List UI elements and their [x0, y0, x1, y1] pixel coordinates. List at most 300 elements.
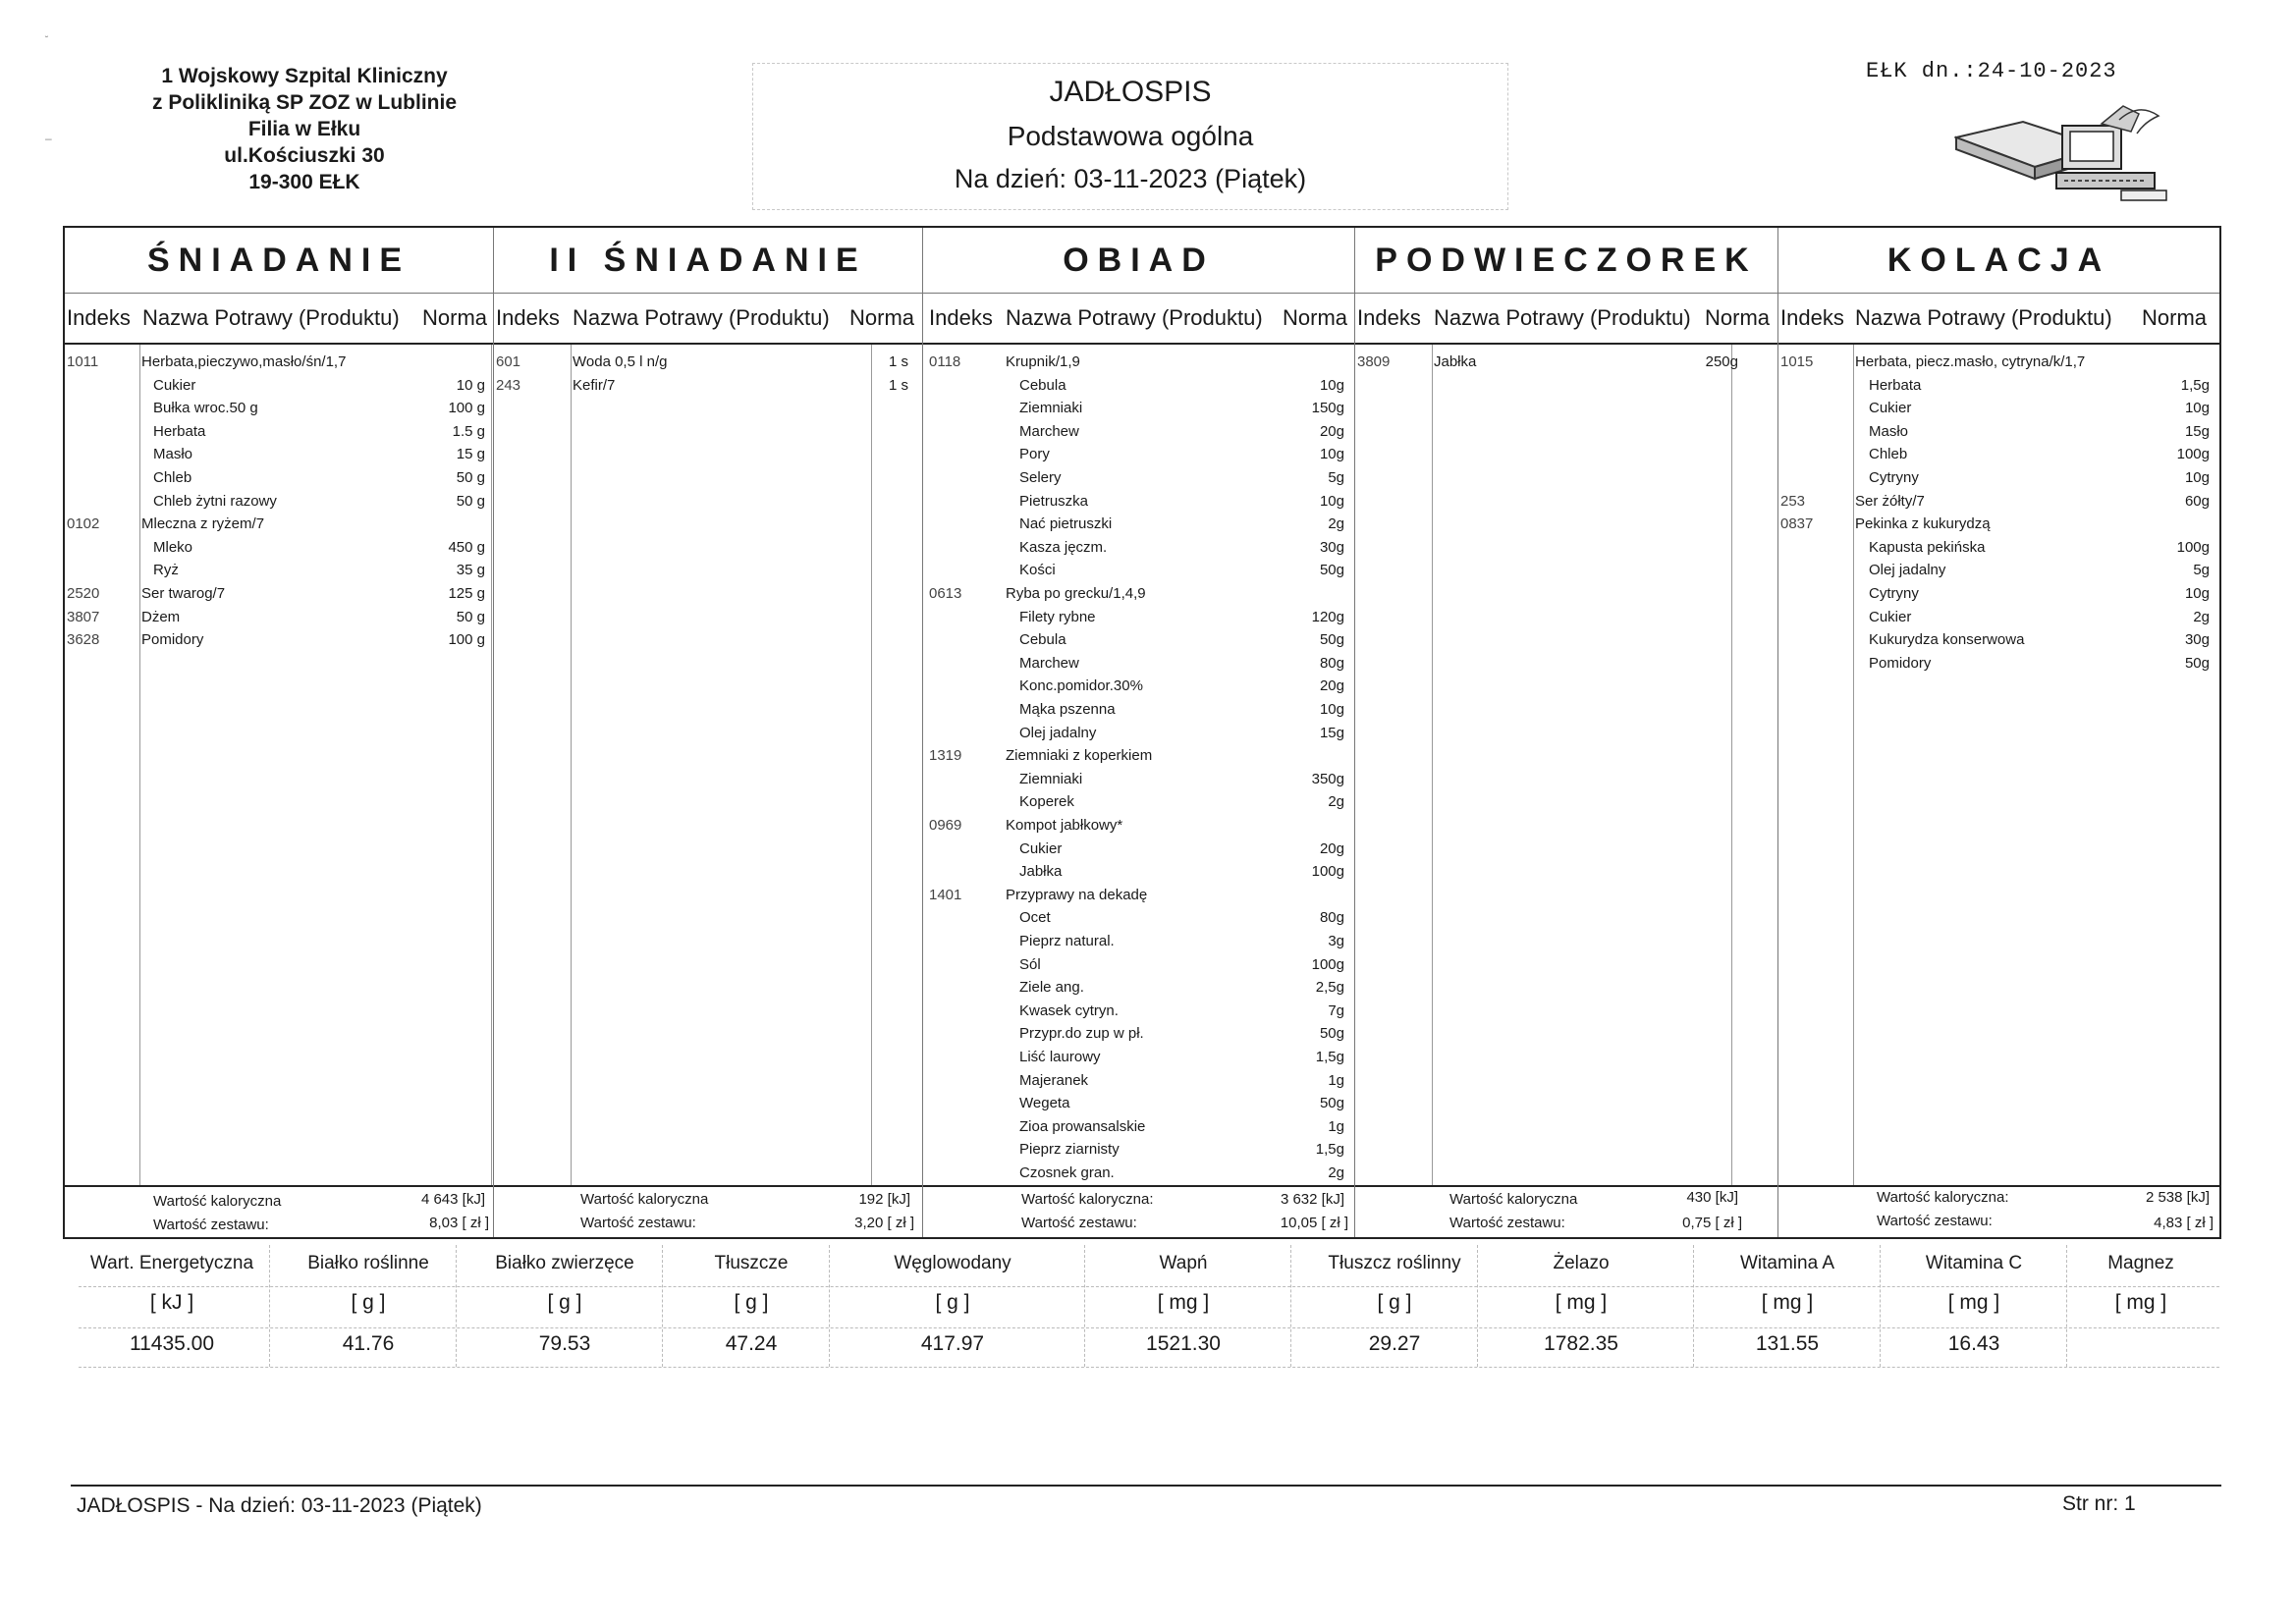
item-name: Nać pietruszki [1019, 515, 1113, 533]
item-name: Majeranek [1019, 1071, 1089, 1089]
item-name: Chleb [153, 469, 192, 486]
nutrient-unit: [ mg ] [1947, 1291, 2000, 1314]
item-index: 601 [496, 353, 521, 370]
column-header [494, 294, 922, 345]
item-name: Ser żółty/7 [1855, 492, 1925, 510]
kcal-label: Wartość kaloryczna: [1021, 1191, 1154, 1208]
ingredient-row [1778, 606, 2219, 629]
item-name: Ziemniaki [1019, 400, 1083, 417]
item-name: Cytryny [1869, 585, 1919, 602]
meal-title: KOLACJA [1778, 228, 2219, 294]
item-norm: 100g [1311, 955, 1344, 973]
hospital-address [118, 63, 491, 195]
nutrient-unit: [ g ] [1377, 1291, 1412, 1314]
ingredient-row [65, 466, 493, 490]
ingredient-row [923, 606, 1354, 629]
dish-row [65, 606, 493, 629]
nutrient-label: Węglowodany [894, 1253, 1011, 1273]
item-norm: 2g [2193, 608, 2210, 625]
item-norm: 1,5g [1315, 1141, 1344, 1159]
meal-column-afternoon-snack [1355, 228, 1778, 1237]
kcal-value: 430 [kJ] [1686, 1189, 1738, 1206]
nutrient-column [668, 1245, 835, 1373]
header-index: Indeks [496, 305, 560, 330]
item-name: Ziemniaki z koperkiem [1006, 747, 1153, 765]
item-name: Chleb [1869, 446, 1908, 463]
item-norm: 50 g [456, 608, 485, 625]
column-header [65, 294, 493, 345]
item-norm: 80g [1319, 654, 1344, 672]
ingredient-row [65, 536, 493, 560]
item-name: Cukier [153, 376, 196, 394]
ingredient-row [923, 1092, 1354, 1115]
item-name: Ser twarog/7 [141, 585, 226, 602]
column-separator [662, 1245, 663, 1367]
ingredient-row [923, 675, 1354, 698]
item-name: Przypr.do zup w pł. [1019, 1025, 1144, 1043]
column-separator [1290, 1245, 1291, 1367]
item-name: Mleczna z ryżem/7 [141, 515, 265, 533]
ingredient-row [923, 976, 1354, 1000]
item-name: Masło [1869, 422, 1909, 440]
item-name: Herbata, piecz.masło, cytryna/k/1,7 [1855, 353, 2086, 370]
ingredient-row [923, 1162, 1354, 1185]
nutrient-value: 79.53 [538, 1332, 591, 1355]
item-norm: 100g [2176, 538, 2210, 556]
nutrient-value [2072, 1324, 2210, 1365]
ingredient-row [1778, 628, 2219, 652]
item-norm: 2g [1328, 1164, 1344, 1181]
nutrient-column [1886, 1245, 2062, 1373]
item-name: Ziele ang. [1019, 979, 1084, 997]
ingredient-row [923, 559, 1354, 582]
footer-divider [71, 1485, 2221, 1487]
meal-column-lunch [923, 228, 1355, 1237]
item-norm: 100 g [448, 631, 485, 649]
meal-items [1355, 345, 1777, 1187]
meal-column-second-breakfast [494, 228, 923, 1237]
item-name: Pieprz ziarnisty [1019, 1141, 1120, 1159]
item-norm: 15g [1319, 724, 1344, 741]
item-norm: 3g [1328, 933, 1344, 949]
item-norm: 10 g [456, 376, 485, 394]
kcal-label: Wartość kaloryczna [580, 1191, 709, 1208]
meal-items [65, 345, 493, 1187]
item-norm: 10g [2184, 469, 2210, 486]
dish-row [1355, 351, 1777, 374]
item-name: Herbata [1869, 376, 1922, 394]
ingredient-row [923, 698, 1354, 722]
item-name: Filety rybne [1019, 608, 1096, 625]
header-norm: Norma [1705, 305, 1771, 330]
item-norm: 100g [2176, 446, 2210, 463]
cost-value: 4,83 [ zł ] [2154, 1215, 2214, 1231]
item-name: Herbata,pieczywo,masło/śn/1,7 [141, 353, 347, 370]
meal-title: OBIAD [923, 228, 1354, 294]
dish-row [65, 351, 493, 374]
item-index: 1011 [67, 353, 99, 370]
item-index: 0969 [929, 817, 962, 834]
item-norm: 10g [2184, 585, 2210, 602]
item-norm: 7g [1328, 1001, 1344, 1019]
dish-row [1778, 513, 2219, 536]
ingredient-row [1778, 466, 2219, 490]
nutrient-label: Witamina C [1925, 1253, 2023, 1273]
kcal-value: 192 [kJ] [858, 1191, 910, 1208]
dish-row [923, 814, 1354, 838]
item-name: Kapusta pekińska [1869, 538, 1986, 556]
ingredient-row [923, 420, 1354, 444]
ingredient-row [1778, 652, 2219, 676]
nutrient-column [1699, 1245, 1876, 1373]
item-norm: 2,5g [1315, 979, 1344, 997]
item-index: 0102 [67, 515, 100, 533]
print-date: EŁK dn.:24-10-2023 [1866, 59, 2117, 83]
item-index: 0118 [929, 353, 961, 370]
nutrient-unit: [ mg ] [1555, 1291, 1608, 1314]
ingredient-row [923, 628, 1354, 652]
ingredient-row [923, 490, 1354, 514]
meal-items [923, 345, 1354, 1187]
meal-summary [1778, 1187, 2219, 1242]
item-norm: 10g [2184, 400, 2210, 417]
meal-summary [65, 1187, 493, 1242]
hospital-line: z Polikliniką SP ZOZ w Lublinie [152, 91, 457, 114]
nutrition-summary [79, 1245, 2219, 1373]
nutrient-label: Tłuszcz roślinny [1328, 1253, 1461, 1273]
scan-mark: ˘ [45, 35, 49, 46]
meal-title: ŚNIADANIE [65, 228, 493, 294]
ingredient-row [1778, 374, 2219, 398]
kcal-value: 2 538 [kJ] [2145, 1189, 2210, 1206]
nutrient-unit: [ g ] [935, 1291, 970, 1314]
nutrient-label: Wart. Energetyczna [89, 1253, 254, 1273]
kcal-label: Wartość kaloryczna [1449, 1191, 1578, 1208]
nutrient-unit: [ mg ] [1761, 1291, 1814, 1314]
cost-label: Wartość zestawu: [153, 1217, 269, 1233]
page-number: Str nr: 1 [2062, 1492, 2136, 1515]
item-index: 253 [1780, 492, 1806, 510]
ingredient-row [923, 953, 1354, 977]
kcal-label: Wartość kaloryczna: [1877, 1189, 2009, 1206]
page-title: JADŁOSPIS [1049, 76, 1212, 108]
item-norm: 50g [1319, 562, 1344, 579]
ingredient-row [65, 490, 493, 514]
item-norm: 120g [1311, 608, 1344, 625]
item-name: Sól [1019, 955, 1041, 973]
item-norm: 1 s [888, 353, 908, 370]
item-norm: 15 g [456, 446, 485, 463]
dish-row [65, 513, 493, 536]
nutrient-value: 1521.30 [1146, 1332, 1221, 1355]
column-separator [1880, 1245, 1881, 1367]
cost-label: Wartość zestawu: [1449, 1215, 1565, 1231]
item-norm: 50g [1319, 1095, 1344, 1112]
ingredient-row [923, 790, 1354, 814]
ingredient-row [923, 1115, 1354, 1139]
item-name: Zioa prowansalskie [1019, 1117, 1146, 1135]
column-separator [571, 345, 572, 1185]
nutrient-column [2072, 1245, 2210, 1373]
column-header [1778, 294, 2219, 345]
item-name: Kasza jęczm. [1019, 538, 1108, 556]
nutrient-unit: [ mg ] [2114, 1291, 2167, 1314]
meal-items [1778, 345, 2219, 1187]
ingredient-row [65, 397, 493, 420]
item-norm: 50g [1319, 1025, 1344, 1043]
meal-items [494, 345, 922, 1187]
item-norm: 20g [1319, 677, 1344, 695]
hospital-line: 1 Wojskowy Szpital Kliniczny [161, 65, 448, 87]
nutrient-label: Witamina A [1739, 1253, 1835, 1273]
ingredient-row [923, 397, 1354, 420]
cost-label: Wartość zestawu: [580, 1215, 696, 1231]
dish-row [1778, 490, 2219, 514]
item-name: Czosnek gran. [1019, 1164, 1115, 1181]
dish-row [923, 351, 1354, 374]
nutrient-label: Białko zwierzęce [495, 1253, 634, 1273]
nutrient-label: Żelazo [1553, 1253, 1610, 1273]
dish-row [1778, 351, 2219, 374]
ingredient-row [65, 374, 493, 398]
meal-summary [1355, 1187, 1777, 1242]
ingredient-row [923, 536, 1354, 560]
header-index: Indeks [1357, 305, 1421, 330]
dish-row [494, 374, 922, 398]
item-norm: 80g [1319, 909, 1344, 927]
footer-title: JADŁOSPIS - Na dzień: 03-11-2023 (Piątek) [77, 1494, 482, 1517]
item-index: 0613 [929, 585, 962, 602]
item-index: 3807 [67, 608, 100, 625]
header-index: Indeks [929, 305, 993, 330]
column-separator [871, 345, 872, 1185]
item-norm: 5g [2193, 562, 2210, 579]
item-name: Pietruszka [1019, 492, 1089, 510]
dish-row [65, 582, 493, 606]
nutrient-unit: [ kJ ] [149, 1291, 194, 1314]
item-norm: 50g [2184, 654, 2210, 672]
header-name: Nazwa Potrawy (Produktu) [142, 305, 400, 330]
column-separator [2066, 1245, 2067, 1367]
item-name: Olej jadalny [1019, 724, 1097, 741]
nutrient-unit: [ mg ] [1157, 1291, 1210, 1314]
nutrient-column [79, 1245, 265, 1373]
item-name: Kompot jabłkowy* [1006, 817, 1123, 834]
ingredient-row [1778, 443, 2219, 466]
ingredient-row [923, 1069, 1354, 1093]
ingredient-row [923, 466, 1354, 490]
item-name: Pekinka z kukurydzą [1855, 515, 1991, 533]
header-name: Nazwa Potrawy (Produktu) [1006, 305, 1263, 330]
nutrient-column [1296, 1245, 1493, 1373]
item-name: Koperek [1019, 793, 1074, 811]
item-name: Bułka wroc.50 g [153, 400, 258, 417]
item-name: Ziemniaki [1019, 770, 1083, 787]
item-norm: 450 g [448, 538, 485, 556]
item-index: 243 [496, 376, 521, 394]
ingredient-row [1778, 582, 2219, 606]
item-index: 1319 [929, 747, 962, 765]
dish-row [923, 744, 1354, 768]
item-norm: 10g [1319, 376, 1344, 394]
ingredient-row [1778, 559, 2219, 582]
item-name: Cukier [1869, 400, 1912, 417]
nutrient-column [462, 1245, 668, 1373]
item-norm: 60g [2184, 492, 2210, 510]
item-norm: 50g [1319, 631, 1344, 649]
column-separator [269, 1245, 270, 1367]
item-norm: 10g [1319, 492, 1344, 510]
item-name: Olej jadalny [1869, 562, 1946, 579]
header-norm: Norma [849, 305, 915, 330]
kcal-value: 3 632 [kJ] [1280, 1191, 1344, 1208]
header-norm: Norma [2142, 305, 2208, 330]
kcal-label: Wartość kaloryczna [153, 1193, 282, 1210]
item-norm: 350g [1311, 770, 1344, 787]
item-norm: 1g [1328, 1117, 1344, 1135]
item-name: Ryż [153, 562, 179, 579]
item-index: 1401 [929, 886, 962, 903]
column-separator [1477, 1245, 1478, 1367]
item-name: Cytryny [1869, 469, 1919, 486]
ingredient-row [923, 1000, 1354, 1023]
item-norm: 250g [1705, 353, 1738, 370]
item-norm: 1,5g [1315, 1049, 1344, 1065]
item-name: Herbata [153, 422, 206, 440]
column-separator [1432, 345, 1433, 1185]
item-norm: 20g [1319, 422, 1344, 440]
nutrient-column [835, 1245, 1070, 1373]
meal-column-breakfast [65, 228, 494, 1237]
meal-column-dinner [1778, 228, 2219, 1237]
hospital-line: Filia w Ełku [247, 118, 361, 140]
item-norm: 15g [2184, 422, 2210, 440]
cost-value: 10,05 [ zł ] [1280, 1215, 1348, 1231]
scan-mark: – [45, 132, 52, 145]
ingredient-row [923, 1138, 1354, 1162]
item-name: Konc.pomidor.30% [1019, 677, 1143, 695]
cost-value: 3,20 [ zł ] [854, 1215, 914, 1231]
nutrient-label: Wapń [1159, 1253, 1208, 1273]
ingredient-row [923, 513, 1354, 536]
item-norm: 50 g [456, 492, 485, 510]
item-index: 2520 [67, 585, 100, 602]
meal-title: II ŚNIADANIE [494, 228, 922, 294]
header-index: Indeks [67, 305, 131, 330]
cost-value: 0,75 [ zł ] [1682, 1215, 1742, 1231]
hospital-line: ul.Kościuszki 30 [224, 144, 385, 167]
ingredient-row [923, 1046, 1354, 1069]
nutrient-value: 131.55 [1755, 1332, 1820, 1355]
nutrient-unit: [ g ] [547, 1291, 582, 1314]
item-name: Marchew [1019, 422, 1079, 440]
item-norm: 2g [1328, 515, 1344, 533]
item-name: Pory [1019, 446, 1050, 463]
item-index: 3809 [1357, 353, 1391, 370]
item-name: Kwasek cytryn. [1019, 1001, 1119, 1019]
hospital-line: 19-300 EŁK [248, 171, 360, 193]
item-name: Kości [1019, 562, 1056, 579]
item-name: Pieprz natural. [1019, 933, 1115, 949]
nutrient-value: 16.43 [1947, 1332, 2000, 1355]
item-name: Cukier [1019, 839, 1063, 857]
nutrient-value: 41.76 [342, 1332, 395, 1355]
cost-label: Wartość zestawu: [1021, 1215, 1137, 1231]
item-norm: 35 g [456, 562, 485, 579]
nutrient-value: 417.97 [920, 1332, 985, 1355]
item-name: Jabłka [1434, 353, 1477, 370]
item-norm: 1 s [888, 376, 908, 394]
item-norm: 1,5g [2180, 376, 2210, 394]
item-norm: 100g [1311, 863, 1344, 881]
dish-row [65, 628, 493, 652]
header-norm: Norma [422, 305, 488, 330]
nutrient-unit: [ g ] [734, 1291, 769, 1314]
header-name: Nazwa Potrawy (Produktu) [1434, 305, 1691, 330]
item-norm: 5g [1328, 469, 1344, 486]
item-name: Cebula [1019, 376, 1066, 394]
item-name: Selery [1019, 469, 1062, 486]
column-separator [456, 1245, 457, 1367]
ingredient-row [923, 768, 1354, 791]
nutrient-column [1090, 1245, 1277, 1373]
item-name: Krupnik/1,9 [1006, 353, 1080, 370]
item-name: Ocet [1019, 909, 1051, 927]
item-norm: 2g [1328, 793, 1344, 811]
ingredient-row [65, 420, 493, 444]
meal-title: PODWIECZOREK [1355, 228, 1777, 294]
item-norm: 30g [1319, 538, 1344, 556]
ingredient-row [1778, 397, 2219, 420]
item-norm: 1.5 g [452, 422, 485, 440]
meal-table [63, 226, 2221, 1239]
nutrient-label: Białko roślinne [307, 1253, 429, 1273]
item-name: Woda 0,5 l n/g [573, 353, 668, 370]
meal-summary [923, 1187, 1354, 1242]
item-name: Pomidory [1869, 654, 1932, 672]
ingredient-row [923, 838, 1354, 861]
column-header [923, 294, 1354, 345]
ingredient-row [923, 906, 1354, 930]
nutrient-value: 47.24 [725, 1332, 778, 1355]
item-index: 3628 [67, 631, 100, 649]
item-name: Masło [153, 446, 193, 463]
kcal-value: 4 643 [kJ] [420, 1191, 485, 1208]
ingredient-row [923, 652, 1354, 676]
item-index: 1015 [1780, 353, 1814, 370]
dish-row [494, 351, 922, 374]
item-name: Liść laurowy [1019, 1049, 1101, 1065]
item-norm: 125 g [448, 585, 485, 602]
ingredient-row [923, 860, 1354, 884]
diet-type: Podstawowa ogólna [1007, 121, 1254, 151]
nutrient-column [275, 1245, 462, 1373]
nutrient-label: Tłuszcze [714, 1253, 789, 1273]
nutrient-column [1483, 1245, 1679, 1373]
nutrient-unit: [ g ] [351, 1291, 386, 1314]
item-name: Ryba po grecku/1,4,9 [1006, 585, 1146, 602]
item-norm: 10g [1319, 701, 1344, 718]
nutrient-value: 11435.00 [129, 1332, 215, 1355]
computer-desk-icon [1954, 96, 2170, 209]
item-name: Dżem [141, 608, 181, 625]
cost-label: Wartość zestawu: [1877, 1213, 1993, 1229]
item-name: Mąka pszenna [1019, 701, 1116, 718]
item-norm: 100 g [448, 400, 485, 417]
item-name: Marchew [1019, 654, 1079, 672]
header-norm: Norma [1283, 305, 1348, 330]
item-name: Wegeta [1019, 1095, 1070, 1112]
